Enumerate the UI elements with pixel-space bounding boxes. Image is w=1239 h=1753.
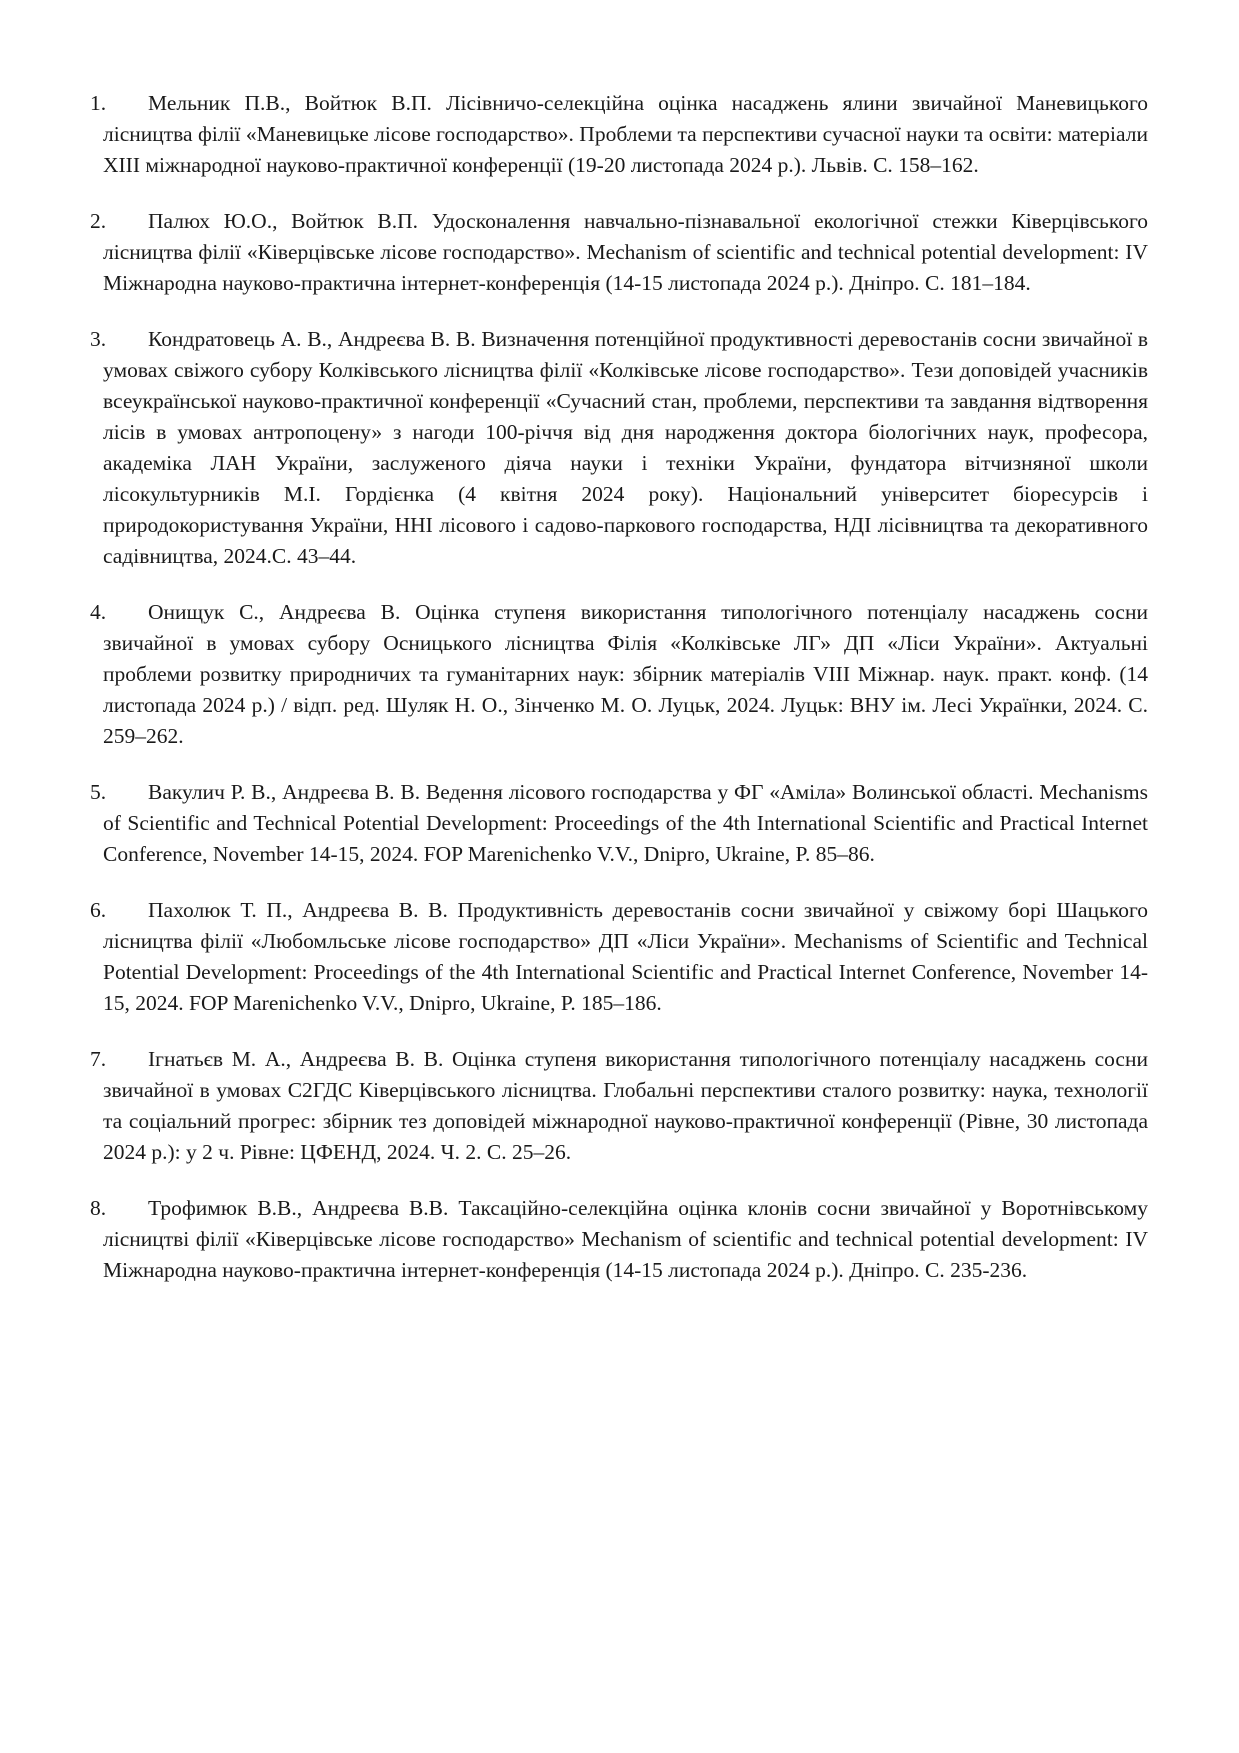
reference-number: 3. [90,327,107,351]
reference-item [90,895,1148,1019]
reference-number: 5. [90,780,107,804]
reference-item [90,777,1148,870]
reference-number: 8. [90,1196,107,1220]
reference-item [90,597,1148,752]
reference-text: Мельник П.В., Войтюк В.П. Лісівничо-селекційна оцінка насаджень ялини звичайної Маневицького лісництва філії «Маневицьке лісове господарство». Проблеми та перспективи сучасної науки та освіти: матеріали XIII міжнародної науково-практичної конференції (19-20 листопада 2024 р.). Львів. С. 158–162. [103,91,1148,177]
reference-number: 2. [90,209,107,233]
reference-number: 6. [90,898,107,922]
reference-item [90,324,1148,572]
reference-item [90,206,1148,299]
reference-text: Вакулич Р. В., Андреєва В. В. Ведення лісового господарства у ФГ «Аміла» Волинської області. Mechanisms of Scientific and Technical Potential Development: Proceedings of the 4th International Scientific and Practical Internet Conference, November 14-15, 2024. FOP Marenichenko V.V., Dnipro, Ukraine, P. 85–86. [103,780,1148,866]
reference-item [90,88,1148,181]
reference-item [90,1044,1148,1168]
reference-list [90,88,1148,1286]
reference-number: 1. [90,91,107,115]
reference-number: 4. [90,600,107,624]
reference-text: Трофимюк В.В., Андреєва В.В. Таксаційно-селекційна оцінка клонів сосни звичайної у Воротнівському лісництві філії «Ківерцівське лісове господарство» Mechanism of scientific and technical potential development: IV Міжнародна науково-практична інтернет-конференція (14-15 листопада 2024 р.). Дніпро. С. 235-236. [103,1196,1148,1282]
reference-text: Палюх Ю.О., Войтюк В.П. Удосконалення навчально-пізнавальної екологічної стежки Ківерцівського лісництва філії «Ківерцівське лісове господарство». Mechanism of scientific and technical potential development: IV Міжнародна науково-практична інтернет-конференція (14-15 листопада 2024 р.). Дніпро. С. 181–184. [103,209,1148,295]
reference-number: 7. [90,1047,107,1071]
reference-text: Пахолюк Т. П., Андреєва В. В. Продуктивність деревостанів сосни звичайної у свіжому борі Шацького лісництва філії «Любомльське лісове господарство» ДП «Ліси України». Mechanisms of Scientific and Technical Potential Development: Proceedings of the 4th International Scientific and Practical Internet Conference, November 14-15, 2024. FOP Marenichenko V.V., Dnipro, Ukraine, P. 185–186. [103,898,1148,1015]
reference-text: Ігнатьєв М. А., Андреєва В. В. Оцінка ступеня використання типологічного потенціалу насаджень сосни звичайної в умовах С2ГДС Ківерцівського лісництва. Глобальні перспективи сталого розвитку: наука, технології та соціальний прогрес: збірник тез доповідей міжнародної науково-практичної конференції (Рівне, 30 листопада 2024 р.): у 2 ч. Рівне: ЦФЕНД, 2024. Ч. 2. С. 25–26. [103,1047,1148,1164]
reference-item [90,1193,1148,1286]
reference-text: Кондратовець А. В., Андреєва В. В. Визначення потенційної продуктивності деревостанів сосни звичайної в умовах свіжого субору Колківського лісництва філії «Колківське лісове господарство». Тези доповідей учасників всеукраїнської науково-практичної конференції «Сучасний стан, проблеми, перспективи та завдання відтворення лісів в умовах антропоцену» з нагоди 100-річчя від дня народження доктора біологічних наук, професора, академіка ЛАН України, заслуженого діяча науки і техніки України, фундатора вітчизняної школи лісокультурників М.І. Гордієнка (4 квітня 2024 року). Національний університет біоресурсів і природокористування України, ННІ лісового і садово-паркового господарства, НДІ лісівництва та декоративного садівництва, 2024.С. 43–44. [103,327,1148,568]
reference-text: Онищук С., Андреєва В. Оцінка ступеня використання типологічного потенціалу насаджень сосни звичайної в умовах субору Осницького лісництва Філія «Колківське ЛГ» ДП «Ліси України». Актуальні проблеми розвитку природничих та гуманітарних наук: збірник матеріалів VIII Міжнар. наук. практ. конф. (14 листопада 2024 р.) / відп. ред. Шуляк Н. О., Зінченко М. О. Луцьк, 2024. Луцьк: ВНУ ім. Лесі Українки, 2024. С. 259–262. [103,600,1148,748]
